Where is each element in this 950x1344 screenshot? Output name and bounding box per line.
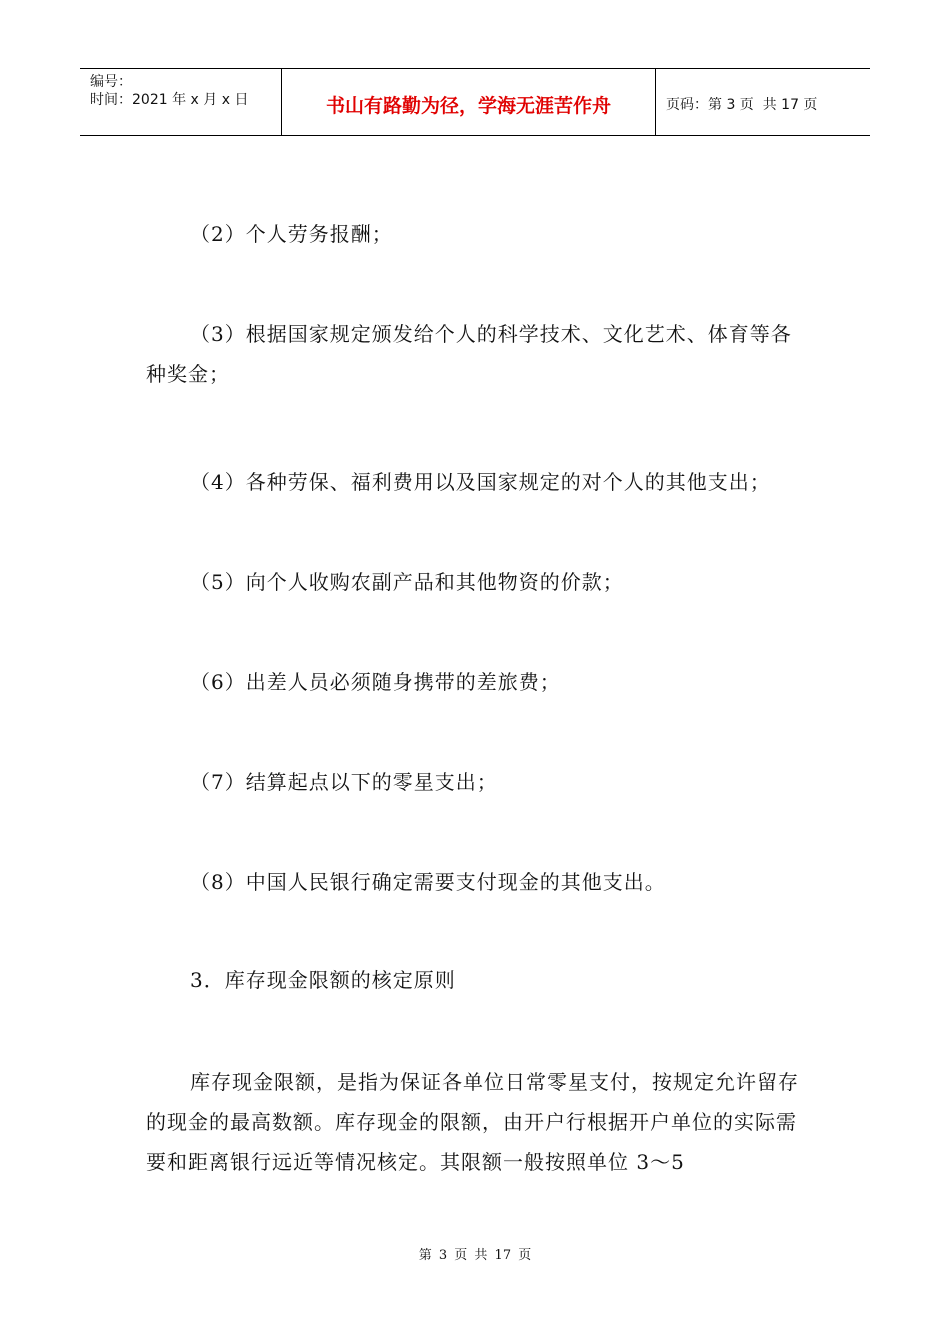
list-item-3: （3）根据国家规定颁发给个人的科学技术、文化艺术、体育等各种奖金； bbox=[146, 322, 792, 386]
list-item-5: （5）向个人收购农副产品和其他物资的价款； bbox=[190, 570, 624, 594]
header-meta bbox=[80, 69, 282, 135]
list-item-2: （2）个人劳务报酬； bbox=[190, 222, 393, 246]
list-item-7: （7）结算起点以下的零星支出； bbox=[190, 770, 498, 794]
header-page-info bbox=[656, 69, 870, 135]
section-heading: 3．库存现金限额的核定原则 bbox=[190, 968, 456, 992]
page-footer: 第 3 页 共 17 页 bbox=[418, 1248, 532, 1263]
header-motto: 书山有路勤为径，学海无涯苦作舟 bbox=[282, 69, 656, 135]
page-header bbox=[80, 68, 870, 136]
list-item-6: （6）出差人员必须随身携带的差旅费； bbox=[190, 670, 561, 694]
document-number-label: 编号： bbox=[90, 74, 132, 90]
document-time-label: 时间：2021 年 x 月 x 日 bbox=[90, 92, 249, 108]
list-item-4: （4）各种劳保、福利费用以及国家规定的对个人的其他支出； bbox=[190, 470, 771, 494]
list-item-8: （8）中国人民银行确定需要支付现金的其他支出。 bbox=[190, 870, 666, 894]
header-page-info-text: 页码：第 3 页 共 17 页 bbox=[666, 97, 818, 113]
body-paragraph: 库存现金限额，是指为保证各单位日常零星支付，按规定允许留存的现金的最高数额。库存现金的限额，由开户行根据开户单位的实际需要和距离银行远近等情况核定。其限额一般按照单位 3～5 bbox=[146, 1070, 799, 1174]
